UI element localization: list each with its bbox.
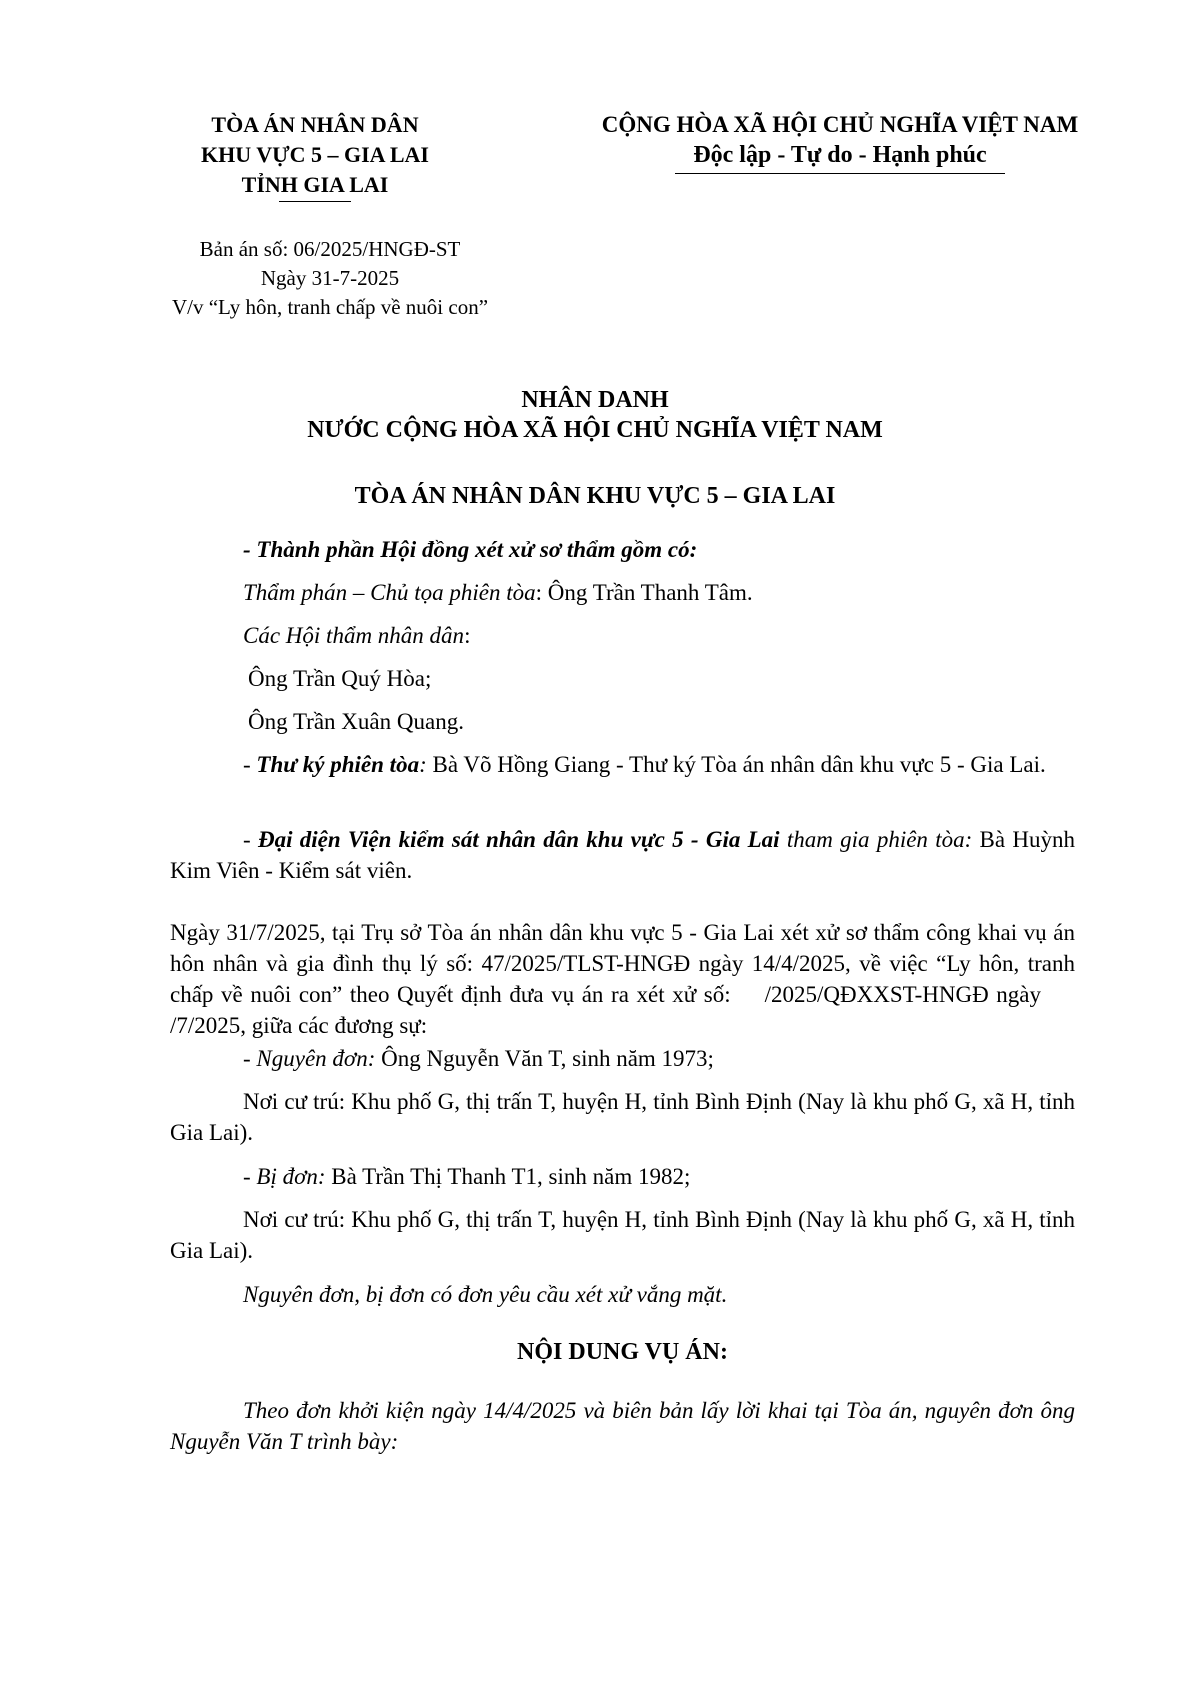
- procuracy-text: Bà Huỳnh Kim Viên - Kiểm sát viên.: [170, 827, 1075, 883]
- national-motto: Độc lập - Tự do - Hạnh phúc: [693, 142, 987, 168]
- clerk-text: Bà Võ Hồng Giang - Thư ký Tòa án nhân dân khu vực 5 - Gia Lai.: [426, 752, 1046, 777]
- procuracy-dash: -: [243, 827, 258, 852]
- case-content-heading: NỘI DUNG VỤ ÁN:: [517, 1339, 728, 1365]
- procuracy-representative: [170, 824, 1075, 886]
- judgment-number: Bản án số: 06/2025/HNGĐ-ST: [199, 237, 461, 261]
- procuracy-mid: tham gia phiên tòa:: [779, 827, 973, 852]
- national-header: [545, 110, 1135, 174]
- in-name-line: NHÂN DANH: [521, 387, 669, 413]
- country-full-line: NƯỚC CỘNG HÒA XÃ HỘI CHỦ NGHĨA VIỆT NAM: [307, 417, 883, 443]
- trial-paragraph: [170, 917, 1075, 1041]
- trial-text-1: Ngày 31/7/2025, tại Trụ sở Tòa án nhân dân khu vực 5 - Gia Lai xét xử sơ thẩm công khai vụ án hôn nhân và gia đình thụ lý số: 47/2025/TLST-HNGĐ ngày 14/4/2025, về việc “Ly hôn, tranh chấp về nuôi con” theo Quyết định đưa vụ án ra xét xử số:: [170, 920, 1075, 1007]
- court-name-line1: TÒA ÁN NHÂN DÂN: [211, 112, 419, 137]
- case-content-intro: Theo đơn khởi kiện ngày 14/4/2025 và biên bản lấy lời khai tại Tòa án, nguyên đơn ông Nguyễn Văn T trình bày:: [170, 1398, 1075, 1454]
- court-name-line3: TỈNH GIA LAI: [241, 172, 389, 197]
- court-header: [150, 110, 480, 202]
- assessors-heading: [170, 620, 1075, 651]
- panel-heading: - Thành phần Hội đồng xét xử sơ thẩm gồm có:: [243, 537, 698, 562]
- plaintiff-label: - Nguyên đơn:: [243, 1046, 376, 1071]
- assessor-2: Ông Trần Xuân Quang.: [248, 709, 464, 734]
- case-subject: V/v “Ly hôn, tranh chấp về nuôi con”: [171, 295, 489, 319]
- court-clerk: [170, 749, 1075, 780]
- absence-note: Nguyên đơn, bị đơn có đơn yêu cầu xét xử vắng mặt.: [243, 1282, 728, 1307]
- judgment-date: Ngày 31-7-2025: [260, 266, 400, 290]
- procuracy-label: Đại diện Viện kiểm sát nhân dân khu vực 5 - Gia Lai: [257, 827, 780, 852]
- court-name-line2: KHU VỰC 5 – GIA LAI: [201, 142, 429, 167]
- assessors-label: Các Hội thẩm nhân dân: [243, 623, 465, 648]
- motto-underline: [675, 173, 1005, 174]
- country-name: CỘNG HÒA XÃ HỘI CHỦ NGHĨA VIỆT NAM: [601, 112, 1079, 137]
- assessors-colon: :: [464, 623, 471, 648]
- plaintiff-text: Ông Nguyễn Văn T, sinh năm 1973;: [375, 1046, 714, 1071]
- presiding-judge-name: : Ông Trần Thanh Tâm.: [535, 580, 753, 605]
- defendant-label: - Bị đơn:: [243, 1164, 326, 1189]
- defendant-text: Bà Trần Thị Thanh T1, sinh năm 1982;: [325, 1164, 691, 1189]
- assessor-1: Ông Trần Quý Hòa;: [248, 666, 432, 691]
- clerk-label: Thư ký phiên tòa: [256, 752, 420, 777]
- court-header-underline: [279, 201, 351, 202]
- case-info: [130, 235, 530, 322]
- plaintiff-address: Nơi cư trú: Khu phố G, thị trấn T, huyện H, tỉnh Bình Định (Nay là khu phố G, xã H, tỉnh Gia Lai).: [170, 1089, 1075, 1145]
- defendant: [170, 1161, 1075, 1192]
- clerk-colon: :: [419, 752, 427, 777]
- trial-text-2: /2025/QĐXXST-HNGĐ ngày: [764, 982, 1041, 1007]
- plaintiff: [170, 1043, 1075, 1074]
- defendant-address: Nơi cư trú: Khu phố G, thị trấn T, huyện H, tỉnh Bình Định (Nay là khu phố G, xã H, tỉnh Gia Lai).: [170, 1207, 1075, 1263]
- court-full-title: TÒA ÁN NHÂN DÂN KHU VỰC 5 – GIA LAI: [354, 483, 836, 509]
- clerk-dash: -: [243, 752, 257, 777]
- in-name-title: [0, 385, 1190, 445]
- presiding-judge: [170, 577, 1075, 608]
- presiding-judge-label: Thẩm phán – Chủ tọa phiên tòa: [243, 580, 536, 605]
- trial-text-3: /7/2025, giữa các đương sự:: [170, 1013, 428, 1038]
